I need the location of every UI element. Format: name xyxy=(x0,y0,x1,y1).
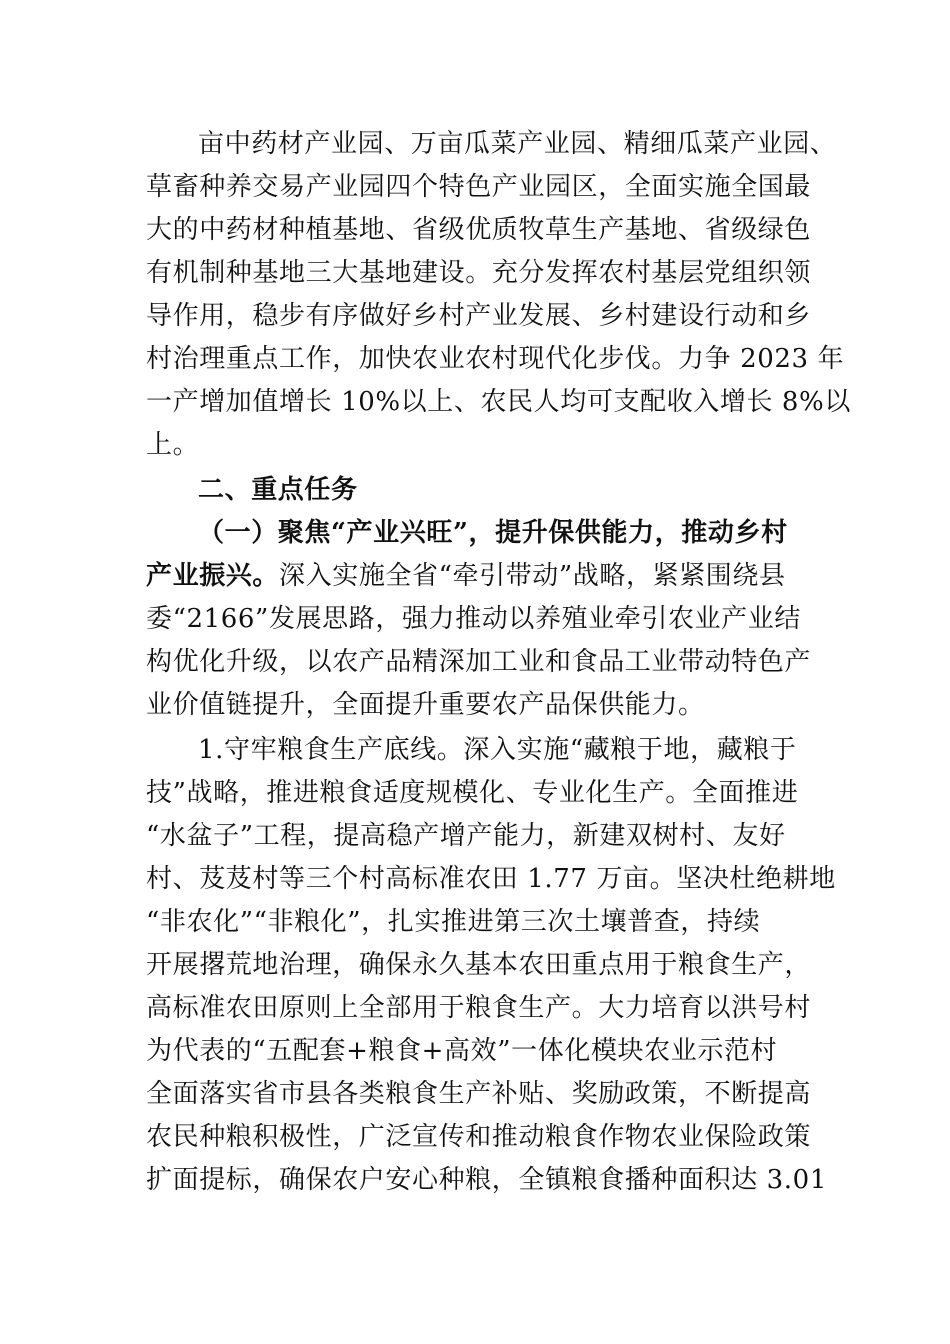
paragraph-line-8: 上。 xyxy=(146,430,200,460)
paragraph-line-5: 导作用，稳步有序做好乡村产业发展、乡村建设行动和乡 xyxy=(146,301,812,331)
subsection-heading-line-1: （一）聚焦“产业兴旺”，提升保供能力，推动乡村 xyxy=(198,518,788,548)
paragraph-line-3: 大的中药材种植基地、省级优质牧草生产基地、省级绿色 xyxy=(146,215,812,245)
subsection-text: 深入实施全省“牵引带动”战略，紧紧围绕县 xyxy=(279,561,786,591)
section-heading: 二、重点任务 xyxy=(198,475,358,505)
paragraph-line-4: 有机制种基地三大基地建设。充分发挥农村基层党组织领 xyxy=(146,258,812,288)
item1-line-10: 农民种粮积极性，广泛宣传和推动粮食作物农业保险政策 xyxy=(146,1122,812,1152)
item1-line-5: “非农化”“非粮化”，扎实推进第三次土壤普查，持续 xyxy=(146,907,761,937)
item1-line-9: 全面落实省市县各类粮食生产补贴、奖励政策，不断提高 xyxy=(146,1079,812,1109)
paragraph-line-6: 村治理重点工作，加快农业农村现代化步伐。力争 2023 年 xyxy=(146,344,845,374)
item1-line-6: 开展撂荒地治理，确保永久基本农田重点用于粮食生产， xyxy=(146,950,812,980)
subsection-line-4: 构优化升级，以农产品精深加工业和食品工业带动特色产 xyxy=(146,647,812,677)
item1-line-7: 高标准农田原则上全部用于粮食生产。大力培育以洪号村 xyxy=(146,993,812,1023)
paragraph-line-7: 一产增加值增长 10%以上、农民人均可支配收入增长 8%以 xyxy=(146,387,851,417)
item1-line-4: 村、芨芨村等三个村高标准农田 1.77 万亩。坚决杜绝耕地 xyxy=(146,864,836,894)
subsection-line-3: 委“2166”发展思路，强力推动以养殖业牵引农业产业结 xyxy=(146,604,801,634)
subsection-line-5: 业价值链提升，全面提升重要农产品保供能力。 xyxy=(146,690,705,720)
paragraph-line-2: 草畜种养交易产业园四个特色产业园区，全面实施全国最 xyxy=(146,172,812,202)
item1-line-8: 为代表的“五配套+粮食+高效”一体化模块农业示范村 xyxy=(146,1036,778,1066)
subsection-heading-end: 产业振兴。 xyxy=(146,561,280,591)
item1-line-2: 技”战略，推进粮食适度规模化、专业化生产。全面推进 xyxy=(146,778,799,808)
paragraph-line-1: 亩中药材产业园、万亩瓜菜产业园、精细瓜菜产业园、 xyxy=(198,129,837,159)
item1-line-3: “水盆子”工程，提高稳产增产能力，新建双树村、友好 xyxy=(146,821,786,851)
subsection-line-2 xyxy=(146,556,816,596)
item1-line-11: 扩面提标，确保农户安心种粮，全镇粮食播种面积达 3.01 xyxy=(146,1165,827,1195)
item1-line-1: 1.守牢粮食生产底线。深入实施“藏粮于地，藏粮于 xyxy=(198,735,797,765)
